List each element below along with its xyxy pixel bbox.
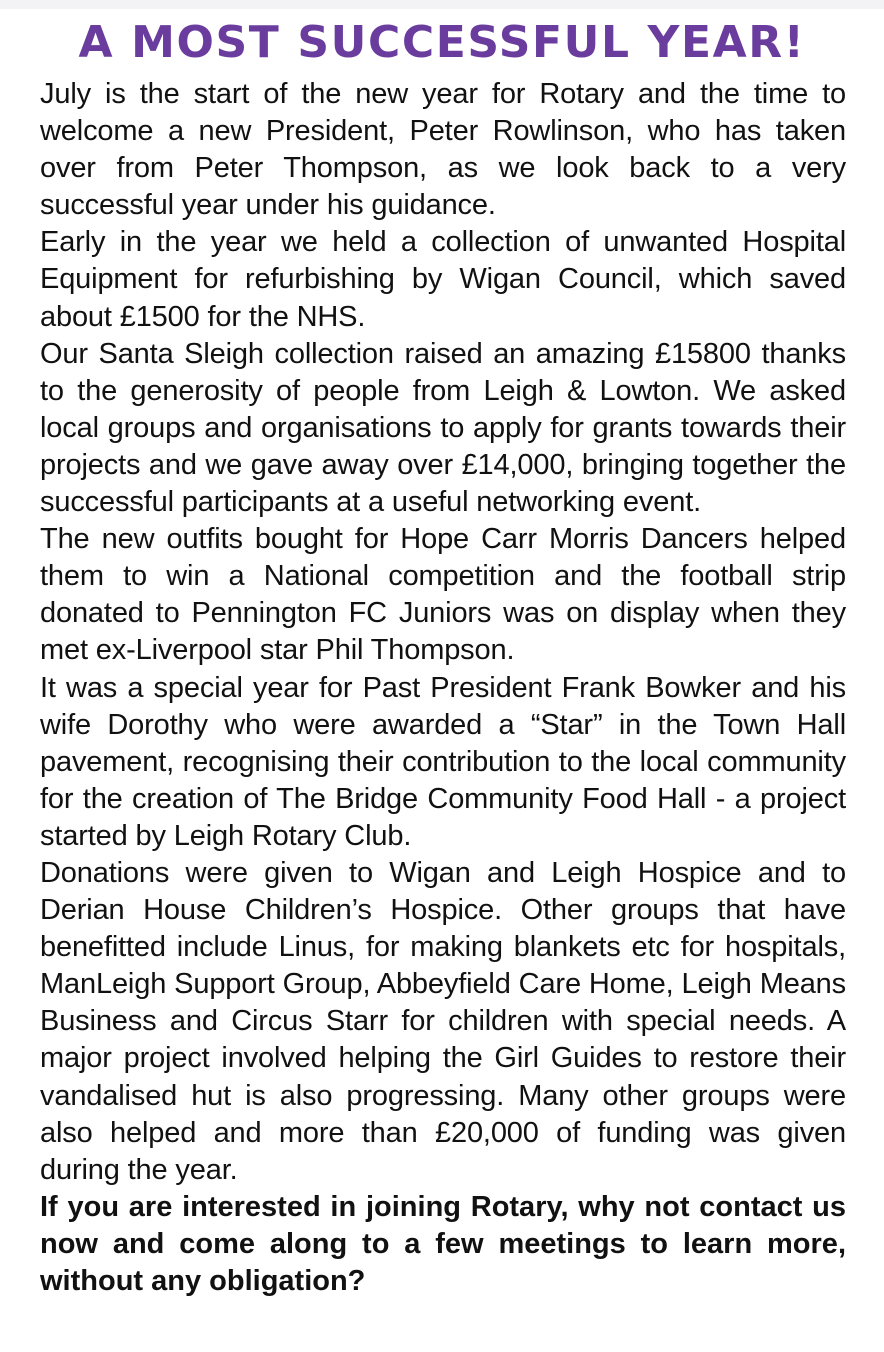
paragraph-donations: Donations were given to Wigan and Leigh Hospice and to Derian House Children’s Hospice. Other groups that have benefitted include Linus, for making blankets etc for hospitals, ManLeigh Support Group, Abbeyfield Care Home, Leigh Means Business and Circus Starr for children with special needs. A major project involved helping the Girl Guides to restore their vandalised hut is also progressing. Many other groups were also helped and more than £20,000 of funding was given during the year. <box>40 856 846 1186</box>
paragraph-frank-bowker: It was a special year for Past President Frank Bowker and his wife Dorothy who were awarded a “Star” in the Town Hall pavement, recognising their contribution to the local community for the creation of The Bridge Community Food Hall - a project started by Leigh Rotary Club. <box>40 671 846 852</box>
headline: A MOST SUCCESSFUL YEAR! <box>78 17 806 68</box>
top-band <box>0 0 884 9</box>
paragraph-morris-dancers: The new outfits bought for Hope Carr Morris Dancers helped them to win a National competition and the football strip donated to Pennington FC Juniors was on display when they met ex-Liverpool star Phil Thompson. <box>40 523 846 667</box>
article-body <box>40 76 846 1300</box>
closing-call-to-action: If you are interested in joining Rotary, why not contact us now and come along to a few meetings to learn more, without any obligation? <box>40 1190 846 1297</box>
paragraph-santa-sleigh: Our Santa Sleigh collection raised an amazing £15800 thanks to the generosity of people from Leigh & Lowton. We asked local groups and organisations to apply for grants towards their projects and we gave away over £14,000, bringing together the successful participants at a useful networking event. <box>40 337 846 519</box>
paragraph-hospital-equipment: Early in the year we held a collection of unwanted Hospital Equipment for refurbishing by Wigan Council, which saved about £1500 for the NHS. <box>40 226 846 333</box>
paragraph-new-president: July is the start of the new year for Rotary and the time to welcome a new President, Peter Rowlinson, who has taken over from Peter Thompson, as we look back to a very successful year under his guidance. <box>40 78 846 222</box>
